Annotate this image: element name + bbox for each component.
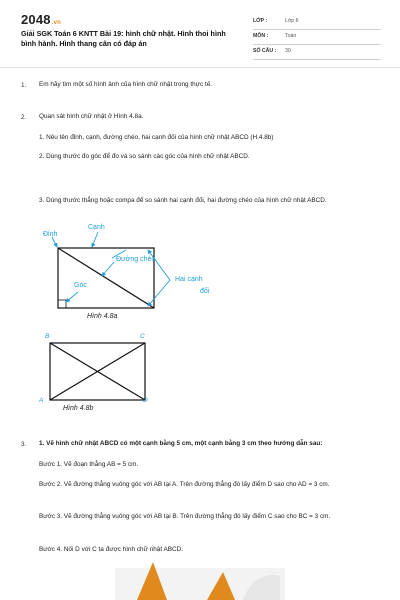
figure-4-8a — [40, 218, 230, 328]
label-hai-canh: Hai cạnh — [175, 276, 203, 283]
right-angle-mark — [58, 300, 66, 308]
meta-key: MÔN : — [253, 33, 269, 39]
arrow-duong-cheo-2 — [102, 262, 114, 276]
logo-main: 2048 — [21, 12, 51, 27]
question-2-item-3: 3. Dùng thước thẳng hoặc compa để so sánh hai cạnh đối, hai đường chéo của hình chữ nhật ABCD. — [39, 197, 327, 204]
question-3-step-1: Bước 1. Vẽ đoạn thẳng AB = 5 cm. — [39, 461, 139, 468]
meta-row-subject — [253, 30, 381, 45]
label-doi: đối — [200, 288, 210, 295]
meta-value: 30 — [285, 48, 291, 54]
watermark-logo — [115, 562, 285, 600]
site-logo[interactable] — [21, 12, 61, 27]
vertex-c: C — [140, 333, 145, 340]
label-goc: Góc — [74, 282, 87, 289]
arrow-canh — [92, 232, 98, 247]
question-3-text: 1. Vẽ hình chữ nhật ABCD có một cạnh bằng 5 cm, một cạnh bằng 3 cm theo hướng dẫn sau: — [39, 440, 323, 447]
logo-suffix: .vn — [51, 20, 62, 26]
vertex-b: B — [45, 333, 50, 340]
question-2-item-1: 1. Nêu tên đỉnh, cạnh, đường chéo, hai cạnh đối của hình chữ nhật ABCD (H.4.8b) — [39, 134, 274, 141]
arrow-hai-canh-top — [148, 250, 170, 280]
question-3-number: 3. — [21, 441, 27, 448]
question-2-item-2: 2. Dùng thước đo góc để đo và so sánh các góc của hình chữ nhật ABCD. — [39, 153, 250, 160]
meta-value: Lớp 6 — [285, 18, 299, 24]
question-1-text: Em hãy tìm một số hình ảnh của hình chữ nhật trong thực tế. — [39, 81, 213, 88]
vertex-d: D — [143, 397, 148, 404]
meta-key: SỐ CÂU : — [253, 48, 277, 54]
meta-row-class — [253, 15, 381, 30]
label-duong-cheo: Đường chéo — [116, 256, 156, 263]
question-3-step-3: Bước 3. Vẽ đường thẳng vuông góc với AB tại B. Trên đường thẳng đó lấy điểm C sao cho BC = 3 cm. — [39, 513, 331, 520]
question-3-step-4: Bước 4. Nối D với C ta được hình chữ nhật ABCD. — [39, 546, 184, 553]
label-canh: Cạnh — [88, 224, 105, 231]
figure-4-8b — [45, 335, 155, 410]
page-header — [0, 0, 400, 62]
question-2-number: 2. — [21, 114, 27, 121]
arrow-goc — [66, 292, 78, 302]
meta-value: Toán — [285, 33, 297, 39]
document-title: Giải SGK Toán 6 KNTT Bài 19: hình chữ nhật. Hình thoi hình bình hành. Hình thang cân có đáp án — [21, 29, 226, 48]
meta-row-count — [253, 45, 381, 60]
arrow-hai-canh-bottom — [148, 280, 170, 306]
caption-4-8b: Hình 4.8b — [63, 405, 94, 412]
meta-key: LỚP : — [253, 18, 268, 24]
meta-table — [253, 15, 381, 60]
label-dinh: Đỉnh — [43, 231, 58, 238]
question-1-number: 1. — [21, 82, 27, 89]
header-divider — [0, 67, 400, 68]
caption-4-8a: Hình 4.8a — [87, 313, 118, 320]
question-3-step-2: Bước 2. Vẽ đường thẳng vuông góc với AB tại A. Trên đường thẳng đó lấy điểm D sao cho AD = 3 cm. — [39, 481, 330, 488]
question-2-intro: Quan sát hình chữ nhật ở Hình 4.8a. — [39, 113, 144, 120]
vertex-a: A — [39, 397, 44, 404]
